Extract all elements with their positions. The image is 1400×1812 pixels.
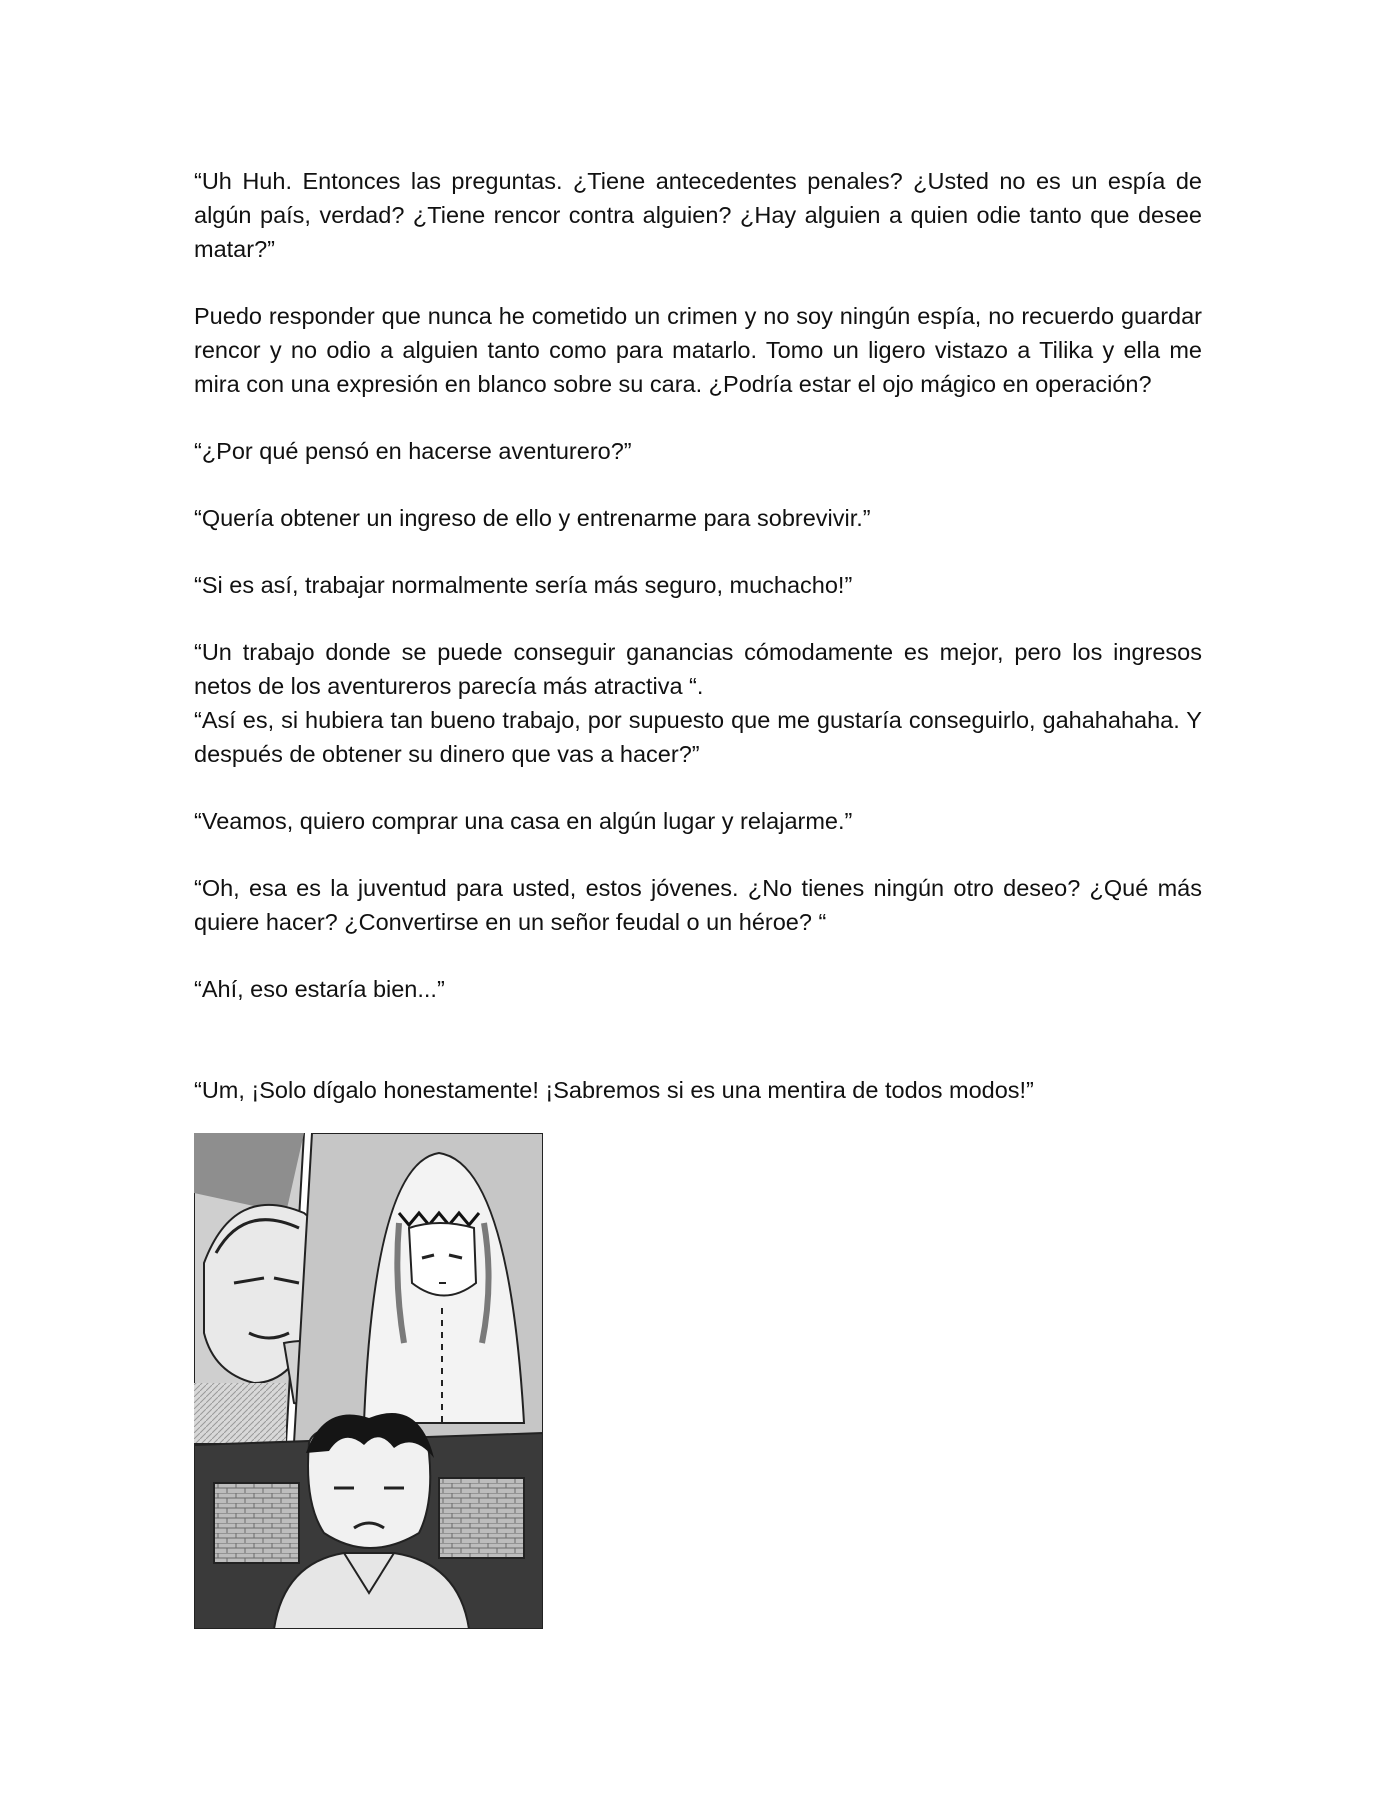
document-body	[194, 164, 1202, 1107]
paragraph-1: “Uh Huh. Entonces las preguntas. ¿Tiene antecedentes penales? ¿Usted no es un espía de algún país, verdad? ¿Tiene rencor contra alguien? ¿Hay alguien a quien odie tanto que desee matar?”	[194, 168, 1202, 262]
panel-hooded-girl	[294, 1133, 543, 1443]
paragraph-11: “Um, ¡Solo dígalo honestamente! ¡Sabremos si es una mentira de todos modos!”	[194, 1077, 1034, 1103]
paragraph-6: “Un trabajo donde se puede conseguir ganancias cómodamente es mejor, pero los ingresos netos de los aventureros parecía más atractiva “.	[194, 639, 1202, 699]
panel-young-man	[194, 1413, 543, 1629]
paragraph-4: “Quería obtener un ingreso de ello y entrenarme para sobrevivir.”	[194, 505, 871, 531]
paragraph-5: “Si es así, trabajar normalmente sería más seguro, muchacho!”	[194, 572, 853, 598]
paragraph-10: “Ahí, eso estaría bien...”	[194, 976, 445, 1002]
manga-illustration	[194, 1133, 543, 1629]
paragraph-7: “Así es, si hubiera tan bueno trabajo, por supuesto que me gustaría conseguirlo, gahahahaha. Y después de obtener su dinero que vas a hacer?”	[194, 707, 1202, 767]
paragraph-8: “Veamos, quiero comprar una casa en algún lugar y relajarme.”	[194, 808, 853, 834]
paragraph-3: “¿Por qué pensó en hacerse aventurero?”	[194, 438, 632, 464]
paragraph-2: Puedo responder que nunca he cometido un crimen y no soy ningún espía, no recuerdo guardar rencor y no odio a alguien tanto como para matarlo. Tomo un ligero vistazo a Tilika y ella me mira con una expresión en blanco sobre su cara. ¿Podría estar el ojo mágico en operación?	[194, 303, 1202, 397]
manga-panels-svg	[194, 1133, 543, 1629]
paragraph-9: “Oh, esa es la juventud para usted, estos jóvenes. ¿No tienes ningún otro deseo? ¿Qué más quiere hacer? ¿Convertirse en un señor feudal o un héroe? “	[194, 875, 1202, 935]
